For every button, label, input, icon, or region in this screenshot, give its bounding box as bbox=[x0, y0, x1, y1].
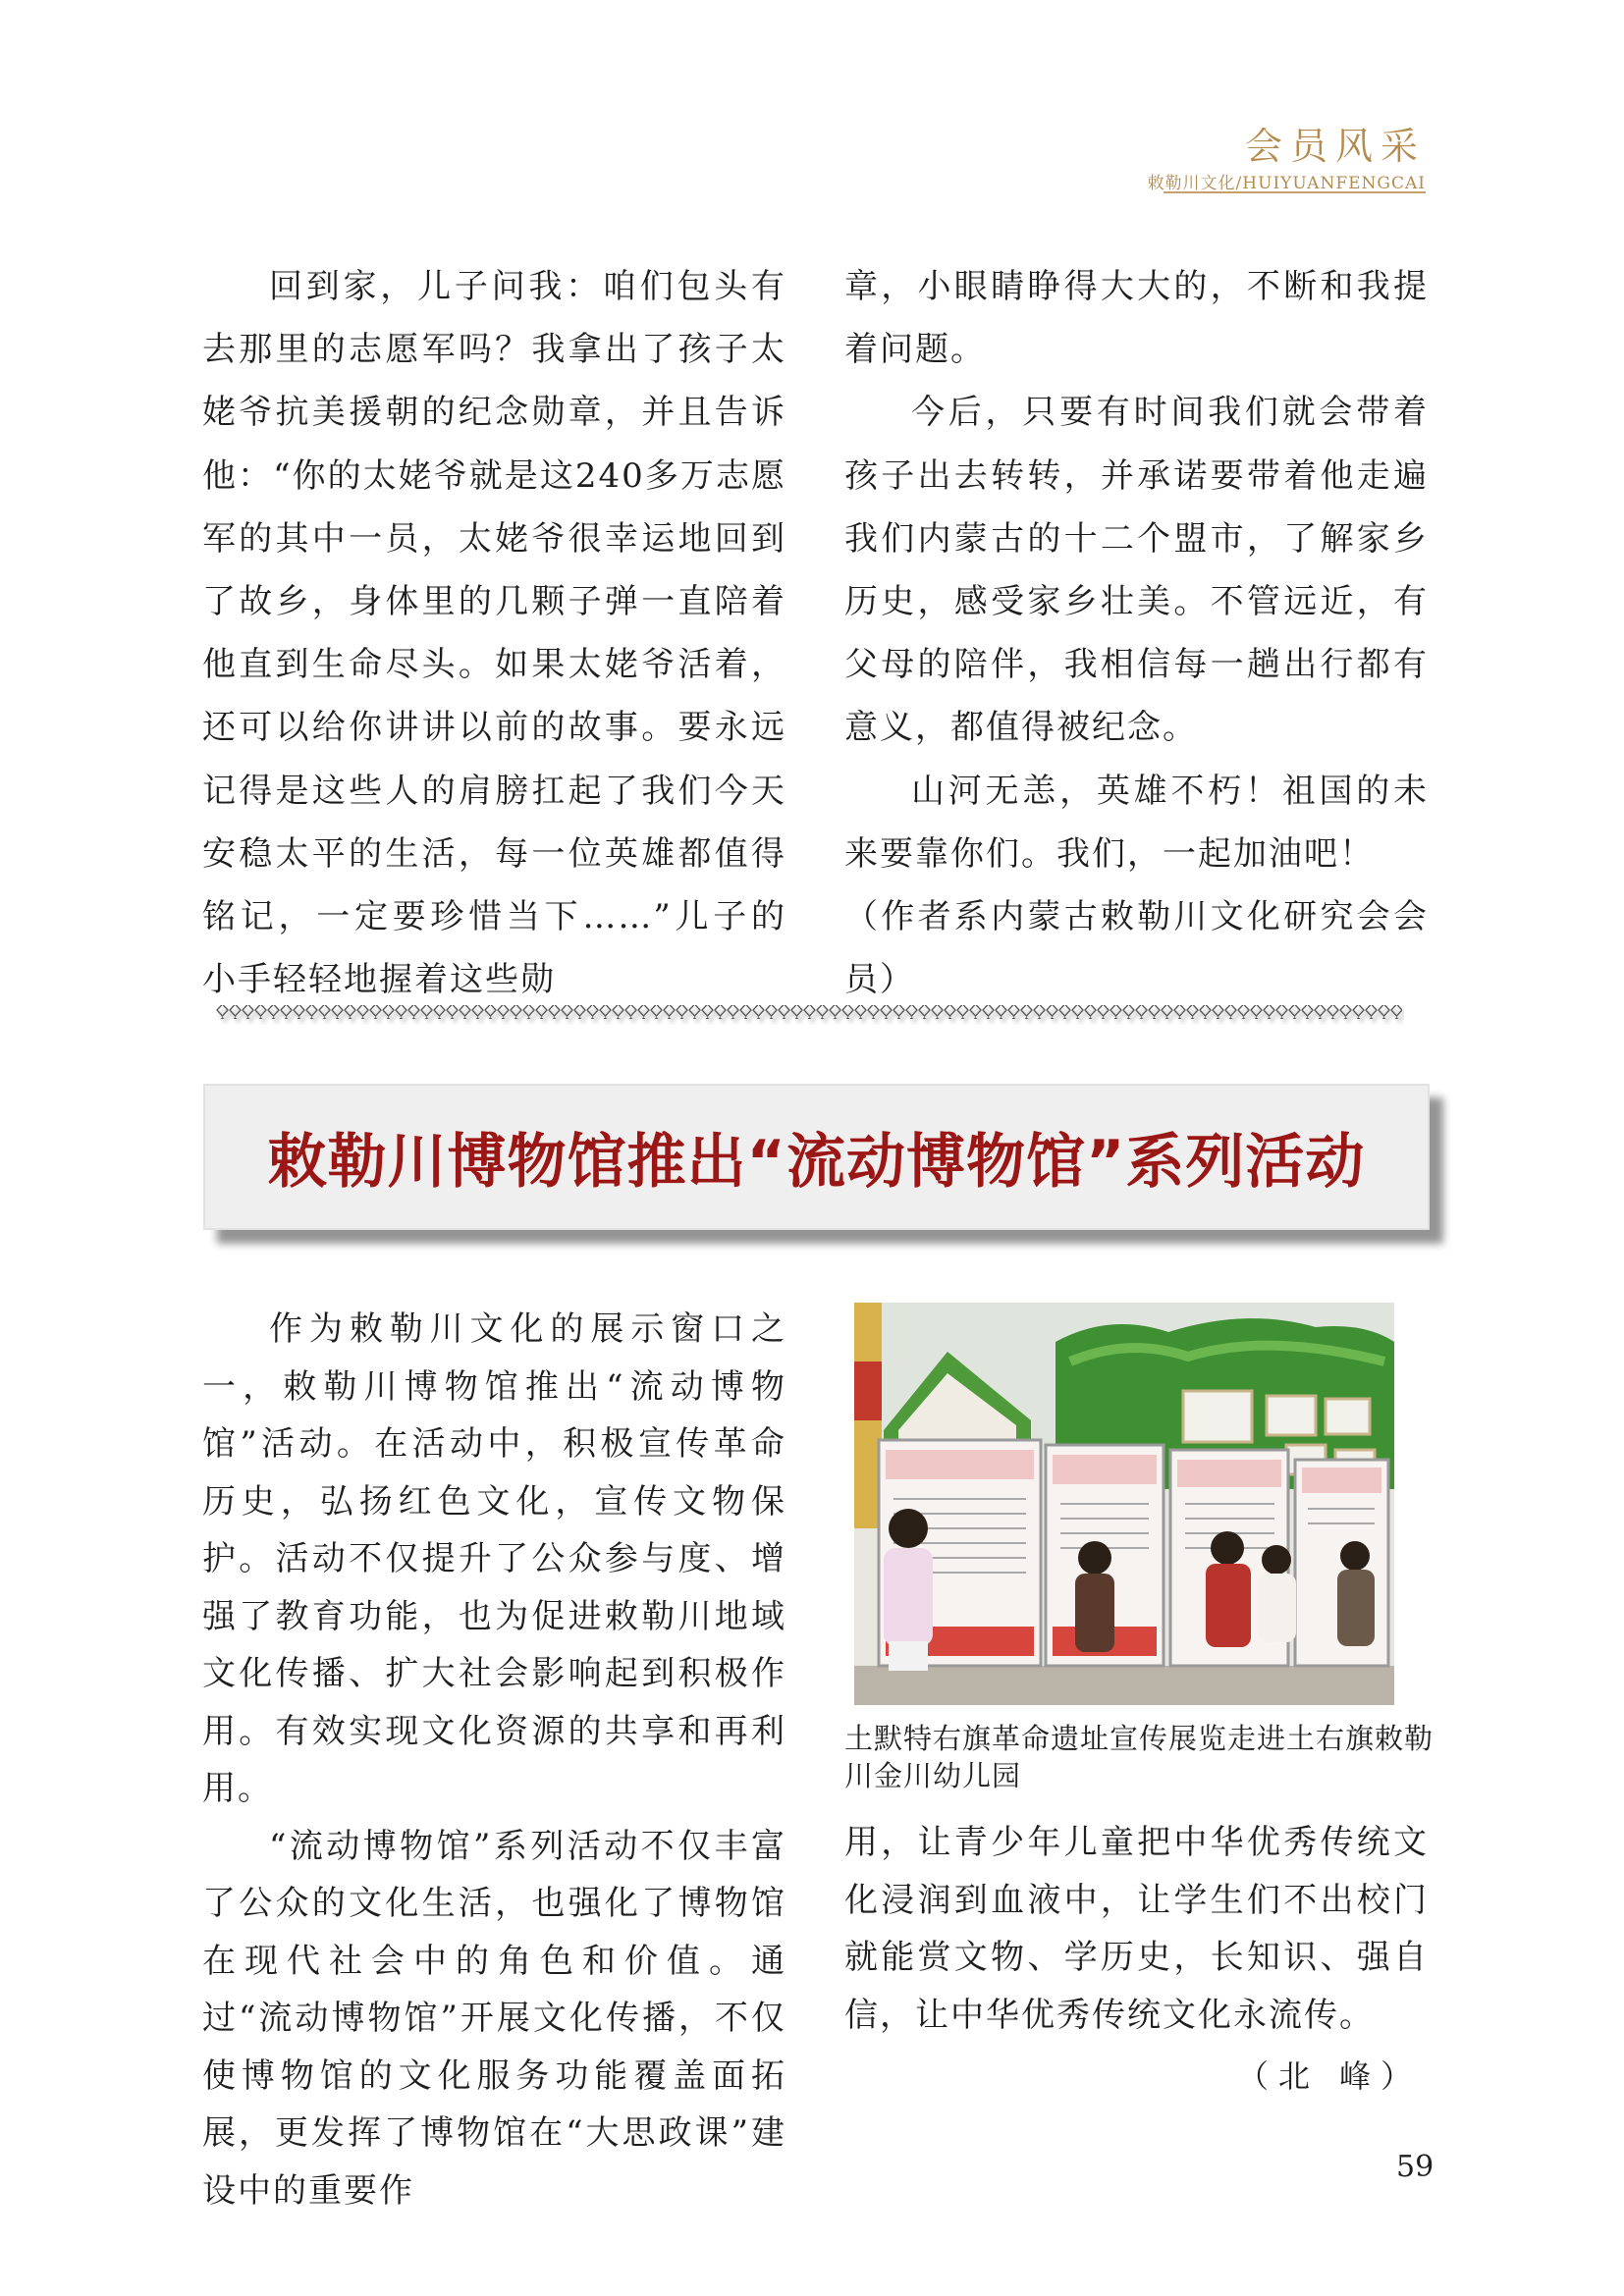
exhibition-photo bbox=[854, 1303, 1394, 1705]
article2-left-column bbox=[202, 1301, 786, 2219]
article2-title: 敕勒川博物馆推出“流动博物馆”系列活动 bbox=[267, 1127, 1366, 1197]
article1-continuation: 章，小眼睛睁得大大的，不断和我提着问题。 bbox=[844, 267, 1429, 370]
article1-paragraph-3: 山河无恙，英雄不朽！祖国的未来要靠你们。我们，一起加油吧！ bbox=[844, 771, 1429, 874]
diamond-divider bbox=[216, 1003, 1404, 1025]
article2-title-banner bbox=[203, 1084, 1430, 1230]
author-note: （作者系内蒙古敕勒川文化研究会会员） bbox=[844, 897, 1429, 1000]
article1-right-column bbox=[844, 255, 1429, 1011]
article2-signature: （北 峰） bbox=[1237, 2057, 1423, 2095]
article2-right-column bbox=[844, 1814, 1429, 2044]
page-number: 59 bbox=[1396, 2150, 1435, 2184]
article2-continuation: 用，让青少年儿童把中华优秀传统文化浸润到血液中，让学生们不出校门就能赏文物、学历史，长知识、强自信，让中华优秀传统文化永流传。 bbox=[844, 1823, 1429, 2035]
article2-paragraph-1: 作为敕勒川文化的展示窗口之一，敕勒川博物馆推出“流动博物馆”活动。在活动中，积极宣传革命历史，弘扬红色文化，宣传文物保护。活动不仅提升了公众参与度、增强了教育功能，也为促进敕勒川地域文化传播、扩大社会影响起到积极作用。有效实现文化资源的共享和再利用。 bbox=[202, 1309, 786, 1808]
section-title: 会员风采 bbox=[1244, 125, 1426, 168]
article2-paragraph-2: “流动博物馆”系列活动不仅丰富了公众的文化生活，也强化了博物馆在现代社会中的角色和价值。通过“流动博物馆”开展文化传播，不仅使博物馆的文化服务功能覆盖面拓展，更发挥了博物馆在“大思政课”建设中的重要作 bbox=[202, 1826, 786, 2211]
article1-paragraph-1: 回到家，儿子问我：咱们包头有去那里的志愿军吗？我拿出了孩子太姥爷抗美援朝的纪念勋章，并且告诉他：“你的太姥爷就是这240多万志愿军的其中一员，太姥爷很幸运地回到了故乡，身体里的几颗子弹一直陪着他直到生命尽头。如果太姥爷活着，还可以给你讲讲以前的故事。要永远记得是这些人的肩膀扛起了我们今天安稳太平的生活，每一位英雄都值得铭记，一定要珍惜当下……”儿子的小手轻轻地握着这些勋 bbox=[202, 267, 786, 1000]
section-subtitle: 敕勒川文化/HUIYUANFENGCAI bbox=[1147, 174, 1426, 193]
article1-paragraph-2: 今后，只要有时间我们就会带着孩子出去转转，并承诺要带着他走遍我们内蒙古的十二个盟市，了解家乡历史，感受家乡壮美。不管远近，有父母的陪伴，我相信每一趟出行都有意义，都值得被纪念。 bbox=[844, 393, 1429, 748]
article1-left-column bbox=[202, 255, 786, 1011]
photo-caption: 土默特右旗革命遗址宣传展览走进土右旗敕勒川金川幼儿园 bbox=[844, 1722, 1435, 1792]
